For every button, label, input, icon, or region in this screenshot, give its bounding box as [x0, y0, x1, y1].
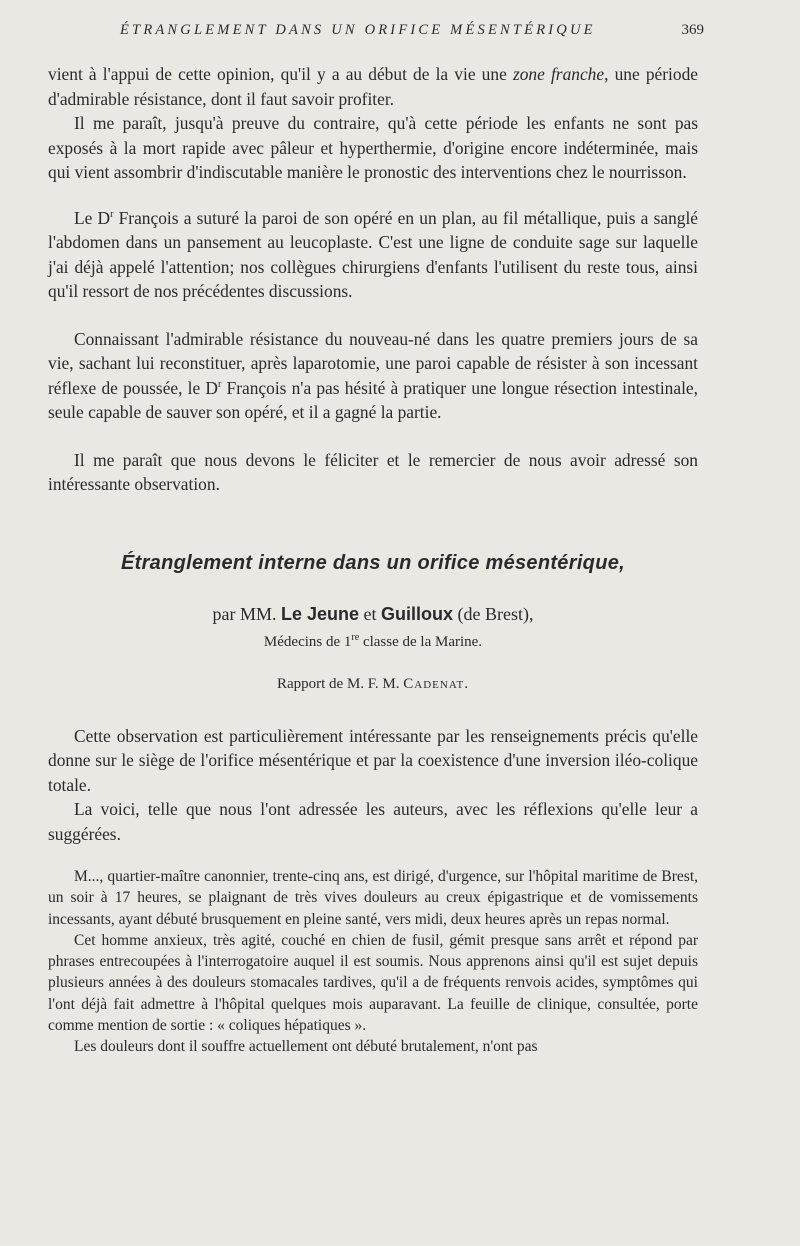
paragraph-3-text-a: Le D [74, 207, 111, 228]
paragraph-4 [48, 327, 698, 425]
case-paragraph-2: Cet homme anxieux, très agité, couché en chien de fusil, gémit presque sans arrêt et répond par phrases entrecoupées à l'interrogatoire auquel il est soumis. Nous apprenons ainsi qu'il est sujet depuis plusieurs années à des douleurs stomacales tardives, qu'il a de fréquents renvois acides, symptômes qui l'ont déjà fait admettre à l'hôpital quelques mois auparavant. La feuille de clinique, consultée, porte comme mention de sortie : « coliques hépatiques ». [48, 931, 698, 1035]
authors-prefix: par MM. [212, 603, 277, 624]
report-author: Cadenat. [403, 675, 470, 692]
paragraph-4-text-b: François n'a pas hésité à pratiquer une longue résection intestinale, seule capable de sauver son opéré, et il a gagné la partie. [48, 377, 698, 422]
running-title: ÉTRANGLEMENT DANS UN ORIFICE MÉSENTÉRIQUE [120, 22, 596, 38]
observation-paragraph-2: La voici, telle que nous l'ont adressée les auteurs, avec les réflexions qu'elle leur a suggérées. [48, 799, 698, 844]
report-prefix: Rapport de M. F. M. [276, 675, 400, 692]
report-line [48, 674, 698, 694]
author-1: Le Jeune [280, 603, 360, 624]
role-text-a: Médecins de 1 [263, 633, 352, 650]
paragraph-2: Il me paraît, jusqu'à preuve du contraire, qu'à cette période les enfants ne sont pas exposés à la mort rapide avec pâleur et hyperthermie, d'origine encore indéterminée, mais qui vient assombrir d'indiscutable manière le pronostic des interventions chez le nourrisson. [48, 113, 698, 182]
paragraph-1-italic: zone franche [512, 64, 605, 84]
case-paragraph-1: M..., quartier-maître canonnier, trente-cinq ans, est dirigé, d'urgence, sur l'hôpital maritime de Brest, un soir à 17 heures, se plaignant de très vives douleurs au creux épigastrique et de vomissements incessants, ayant débuté brusquement en pleine santé, vers midi, deux heures après un repas normal. [48, 868, 698, 928]
paragraph-4-sup: r [217, 378, 222, 390]
article-authors [48, 602, 698, 626]
paragraph-3-sup: r [110, 208, 114, 220]
paragraph-3 [48, 206, 698, 304]
paragraph-1-end: , une période d'admirable résistance, dont il faut savoir profiter. [48, 64, 698, 109]
authors-suffix: (de Brest), [457, 603, 534, 624]
paragraph-3-text-b: François a suturé la paroi de son opéré en un plan, au fil métallique, puis a sanglé l'abdomen dans un pansement au leucoplaste. C'est une ligne de conduite sage sur laquelle j'ai déjà appelé l'attention; nos collègues chirurgiens d'enfants l'utilisent du reste tous, ainsi qu'il ressort de nos précédentes discussions. [48, 207, 699, 301]
paragraph-1 [48, 62, 698, 111]
author-2: Guilloux [381, 603, 454, 624]
page-header [48, 22, 704, 42]
page-number: 369 [681, 22, 704, 38]
role-sup: re [351, 631, 360, 643]
paragraph-4-text-a: Connaissant l'admirable résistance du nouveau-né dans les quatre premiers jours de sa vie, sachant lui reconstituer, après laparotomie, une paroi capable de résister à son incessant réflexe de poussée, le D [48, 328, 698, 398]
role-text-b: classe de la Marine. [359, 633, 483, 650]
case-paragraph-3: Les douleurs dont il souffre actuellement ont débuté brutalement, n'ont pas [74, 1038, 538, 1056]
observation-paragraph-1: Cette observation est particulièrement intéressante par les renseignements précis qu'elle donne sur le siège de l'orifice mésentérique et par la coexistence d'une inversion iléo-colique totale. [48, 725, 698, 795]
page-body [48, 62, 698, 1058]
article-title: Étranglement interne dans un orifice mésentérique, [120, 551, 625, 574]
authors-role [48, 632, 698, 652]
authors-conjunction: et [363, 603, 377, 624]
paragraph-5: Il me paraît que nous devons le féliciter et le remercier de nous avoir adressé son intéressante observation. [48, 449, 698, 494]
paragraph-1-text: vient à l'appui de cette opinion, qu'il y a au début de la vie une [48, 64, 507, 84]
